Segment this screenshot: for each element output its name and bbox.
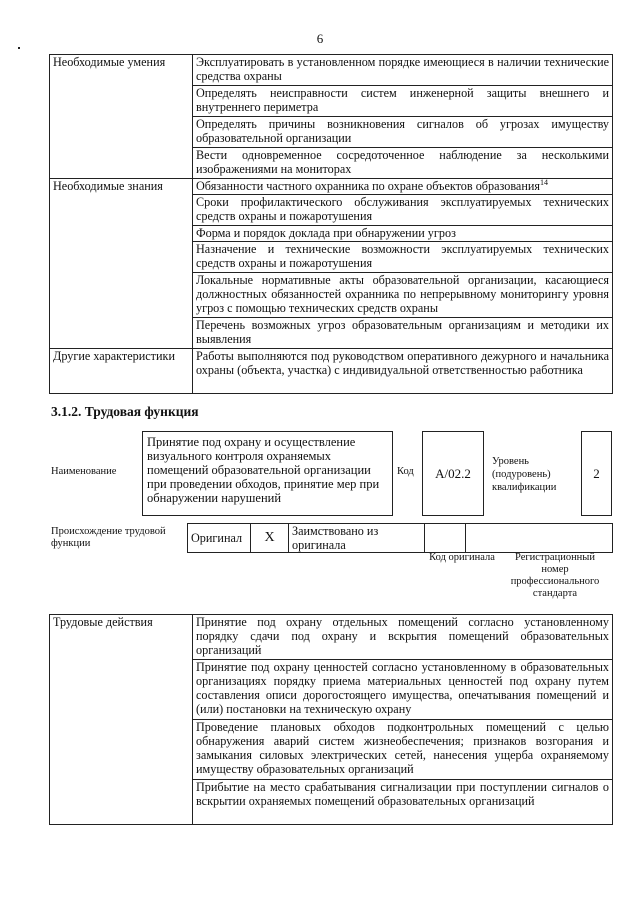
- code-label: Код: [397, 466, 414, 477]
- qualification-level: 2: [581, 431, 612, 516]
- origin-label: Происхождение трудовой функции: [51, 526, 166, 549]
- function-name: Принятие под охрану и осуществление визуального контроля охраняемых помещений образовательной организации при проведении обходов, принятие мер при обнаружении нарушений: [142, 431, 393, 516]
- action-item: Принятие под охрану ценностей согласно установленному в образовательных организациях порядку приема материальных ценностей под охрану путем составления описи дорогостоящего имущества, опечатывания помещений и (или) постановки на техническую охрану: [193, 660, 613, 720]
- skills-knowledge-table: [49, 54, 613, 394]
- footnote-marker: 14: [540, 177, 548, 187]
- skill-item: Определять причины возникновения сигналов об угрозах имуществу образовательной организации: [193, 117, 613, 148]
- row-label-other: Другие характеристики: [50, 349, 193, 394]
- section-title: 3.1.2. Трудовая функция: [51, 404, 199, 419]
- row-label-knowledge: Необходимые знания: [50, 179, 193, 349]
- action-item: Проведение плановых обходов подконтрольных помещений с целью обнаружения аварий систем жизнеобеспечения; признаков возгорания и замыкания силовых электрических сетей, нанесения ущерба охраняемому имуществу образовательных организаций: [193, 720, 613, 780]
- knowledge-item: [193, 179, 613, 195]
- function-code: A/02.2: [422, 431, 484, 516]
- skill-item: Вести одновременное сосредоточенное наблюдение за несколькими изображениями на мониторах: [193, 148, 613, 179]
- knowledge-item: Перечень возможных угроз образовательным организациям и методики их выявления: [193, 318, 613, 349]
- skill-item: Эксплуатировать в установленном порядке имеющиеся в наличии технические средства охраны: [193, 55, 613, 86]
- page-number: 6: [316, 31, 324, 46]
- knowledge-item: Форма и порядок доклада при обнаружении угроз: [193, 226, 613, 242]
- code-caption: Код оригинала: [429, 552, 495, 563]
- knowledge-item-text: Обязанности частного охранника по охране объектов образования: [196, 179, 540, 193]
- original-code-cell: [425, 524, 466, 553]
- other-item: Работы выполняются под руководством оперативного дежурного и начальника охраны (объекта, участка) с индивидуальной ответственностью работника: [193, 349, 613, 394]
- action-item: Принятие под охрану отдельных помещений согласно установленному порядку сдачи под охрану и вскрытия помещений образовательных организаций: [193, 615, 613, 660]
- knowledge-item: Локальные нормативные акты образовательной организации, касающиеся должностных обязанностей охранника по непрерывному мониторингу уровня угроз с помощью технических средств охраны: [193, 273, 613, 318]
- registration-number-cell: [466, 524, 613, 553]
- level-label: Уровень (подуровень) квалификации: [492, 456, 557, 493]
- origin-table: [187, 523, 613, 553]
- skill-item: Определять неисправности систем инженерной защиты внешнего и внутреннего периметра: [193, 86, 613, 117]
- action-item: Прибытие на место срабатывания сигнализации при поступлении сигналов о вскрытии охраняемых помещений образовательных организаций: [193, 780, 613, 825]
- borrowed-label: Заимствовано из оригинала: [289, 524, 425, 553]
- registration-caption: Регистрационный номер профессионального стандарта: [510, 552, 600, 599]
- row-label-actions: Трудовые действия: [50, 615, 193, 825]
- original-mark: X: [251, 524, 289, 553]
- margin-mark: [18, 47, 20, 49]
- labor-actions-table: [49, 614, 613, 825]
- name-label: Наименование: [51, 466, 117, 477]
- knowledge-item: Назначение и технические возможности эксплуатируемых технических средств охраны и пожаротушения: [193, 242, 613, 273]
- original-label: Оригинал: [188, 524, 251, 553]
- row-label-skills: Необходимые умения: [50, 55, 193, 179]
- knowledge-item: Сроки профилактического обслуживания эксплуатируемых технических средств охраны и пожаротушения: [193, 195, 613, 226]
